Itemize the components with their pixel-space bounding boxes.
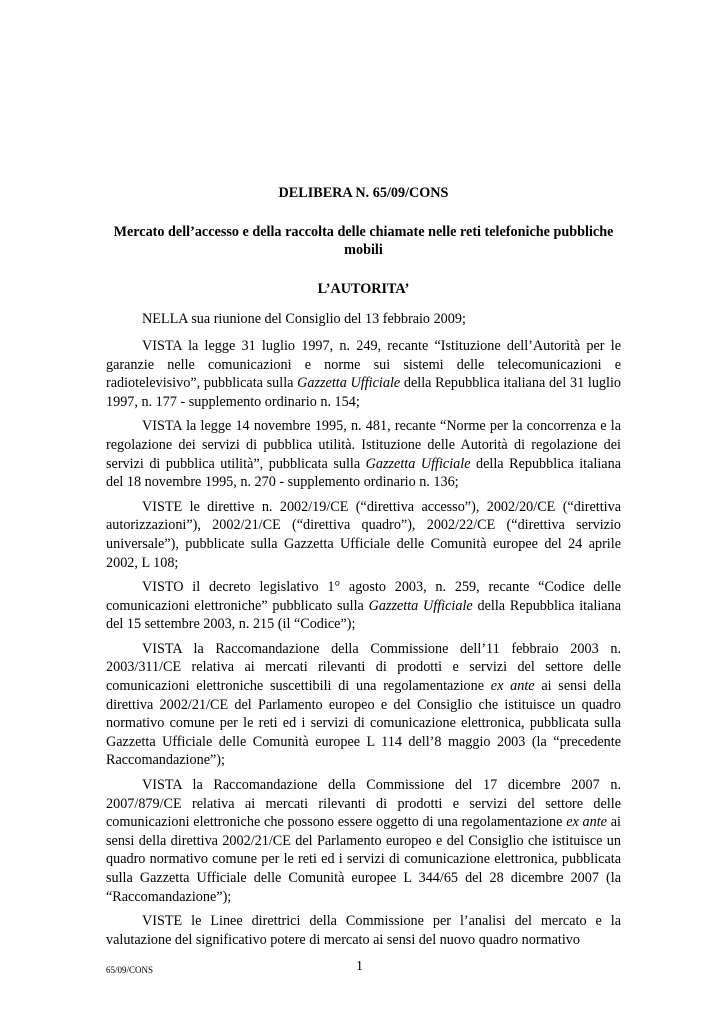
paragraph-legge-249 bbox=[106, 337, 621, 411]
footer-reference: 65/09/CONS bbox=[106, 965, 154, 975]
paragraph-decreto-259 bbox=[106, 578, 621, 634]
italic-term: ex ante bbox=[566, 814, 607, 831]
paragraph-meeting: NELLA sua riunione del Consiglio del 13 febbraio 2009; bbox=[142, 311, 466, 328]
italic-term: Gazzetta Ufficiale bbox=[368, 597, 473, 614]
document-title: DELIBERA N. 65/09/CONS bbox=[278, 185, 449, 201]
paragraph-text: della Repubblica italiana del 15 settembre 2003, n. 215 (il “Codice”); bbox=[106, 597, 621, 633]
italic-term: ex ante bbox=[490, 678, 535, 695]
italic-term: Gazzetta Ufficiale bbox=[365, 455, 471, 472]
paragraph-text: ai sensi della direttiva 2002/21/CE del Parlamento europeo e del Consiglio che istituisce un quadro normativo comune per le reti ed i servizi di comunicazione elettronica, pubblicata sulla Gazzetta Ufficiale delle Comunità europee L 344/65 del 28 dicembre 2007 (la “Raccomandazione”); bbox=[106, 814, 621, 905]
paragraph-direttive: VISTE le direttive n. 2002/19/CE (“direttiva accesso”), 2002/20/CE (“direttiva autorizzazioni”), 2002/21/CE (“direttiva quadro”), 2002/22/CE (“direttiva servizio universale”), pubblicate sulla Gazzetta Ufficiale delle Comunità europee del 24 aprile 2002, L 108; bbox=[106, 498, 621, 571]
page-number: 1 bbox=[356, 959, 363, 974]
paragraph-text: VISTA la Raccomandazione della Commissione del 17 dicembre 2007 n. 2007/879/CE relativa ai mercati rilevanti di prodotti e servizi del settore delle comunicazioni elettroniche che possono essere oggetto di una regolamentazione bbox=[106, 777, 621, 831]
paragraph-text: ai sensi della direttiva 2002/21/CE del Parlamento europeo e del Consiglio che istituisce un quadro normativo comune per le reti ed i servizi di comunicazione elettronica, pubblicata sulla Gazzetta Ufficiale delle Comunità europee L 114 dell’8 maggio 2003 (la “precedente Raccomandazione”); bbox=[106, 678, 622, 769]
paragraph-raccomandazione-2007 bbox=[106, 776, 621, 906]
paragraph-raccomandazione-2003 bbox=[106, 640, 621, 770]
paragraph-text: della Repubblica italiana del 18 novembre 1995, n. 270 - supplemento ordinario n. 136; bbox=[106, 455, 621, 491]
paragraph-text: VISTA la legge 31 luglio 1997, n. 249, recante “Istituzione dell’Autorità per le garanzie nelle comunicazioni e norme sui sistemi delle telecomunicazioni e radiotelevisivo”, pubblicata sulla bbox=[106, 337, 621, 392]
italic-term: Gazzetta Ufficiale bbox=[297, 375, 401, 392]
paragraph-linee-direttrici: VISTE le Linee direttrici della Commissione per l’analisi del mercato e la valutazione del significativo potere di mercato ai sensi del nuovo quadro normativo bbox=[106, 913, 621, 948]
paragraph-text: VISTA la legge 14 novembre 1995, n. 481, recante “Norme per la concorrenza e la regolazione dei servizi di pubblica utilità. Istituzione delle Autorità di regolazione dei servizi di pubblica utilità”, pubblicata sulla bbox=[106, 418, 621, 472]
paragraph-legge-481 bbox=[106, 417, 621, 491]
paragraph-text: VISTO il decreto legislativo 1° agosto 2003, n. 259, recante “Codice delle comunicazioni elettroniche” pubblicato sulla bbox=[106, 579, 621, 614]
document-body bbox=[106, 184, 621, 955]
document-subtitle: Mercato dell’accesso e della raccolta delle chiamate nelle reti telefoniche pubbliche mobili bbox=[113, 223, 614, 259]
paragraph-text: VISTA la Raccomandazione della Commissione dell’11 febbraio 2003 n. 2003/311/CE relativa ai mercati rilevanti di prodotti e servizi del settore delle comunicazioni elettroniche suscettibili di una regolamentazione bbox=[106, 640, 621, 695]
authority-heading: L’AUTORITA’ bbox=[317, 280, 410, 297]
paragraph-text: della Repubblica italiana del 31 luglio 1997, n. 177 - supplemento ordinario n. 154; bbox=[106, 375, 621, 410]
